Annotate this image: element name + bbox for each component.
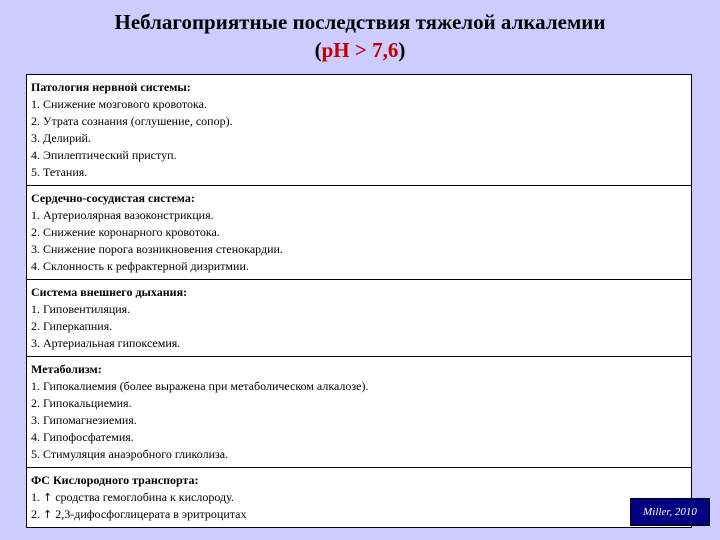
item-number: 2. xyxy=(31,507,40,521)
list-item: 2. Гиперкапния. xyxy=(31,319,113,333)
list-item: 4. Эпилептический приступ. xyxy=(31,148,177,162)
title-line-2 xyxy=(0,36,720,64)
item-number: 1. xyxy=(31,490,40,504)
citation-badge: Miller, 2010 xyxy=(630,498,710,526)
list-item: 4. Склонность к рефрактерной дизритмии. xyxy=(31,259,249,273)
section-heading: Сердечно-сосудистая система: xyxy=(31,191,195,205)
list-item xyxy=(31,506,685,523)
section-oxygen-transport xyxy=(27,468,691,527)
section-heading: Патология нервной системы: xyxy=(31,80,191,94)
list-item: 4. Гипофосфатемия. xyxy=(31,430,134,444)
arrow-up-icon: ↑ xyxy=(43,508,53,521)
title-ph-condition: pH > 7,6 xyxy=(321,38,399,62)
arrow-up-icon: ↑ xyxy=(43,491,53,504)
list-item: 5. Тетания. xyxy=(31,165,88,179)
section-nervous-system xyxy=(27,75,691,186)
section-heading: ФС Кислородного транспорта: xyxy=(31,473,199,487)
list-item: 1. Гиповентиляция. xyxy=(31,302,131,316)
section-heading: Метаболизм: xyxy=(31,362,102,376)
slide-title xyxy=(0,8,720,64)
title-paren-open: ( xyxy=(314,38,322,62)
list-item xyxy=(31,489,685,506)
list-item: 3. Делирий. xyxy=(31,131,91,145)
section-heading: Система внешнего дыхания: xyxy=(31,285,188,299)
list-item: 1. Снижение мозгового кровотока. xyxy=(31,97,207,111)
list-item: 1. Артериолярная вазоконстрикция. xyxy=(31,208,214,222)
list-item: 5. Стимуляция анаэробного гликолиза. xyxy=(31,447,229,461)
section-cardiovascular xyxy=(27,186,691,280)
list-item: 1. Гипокалиемия (более выражена при метаболическом алкалозе). xyxy=(31,379,369,393)
list-item: 3. Снижение порога возникновения стенокардии. xyxy=(31,242,283,256)
item-text: сродства гемоглобина к кислороду. xyxy=(55,490,234,504)
list-item: 2. Утрата сознания (оглушение, сопор). xyxy=(31,114,233,128)
list-item: 3. Гипомагнезиемия. xyxy=(31,413,137,427)
section-respiratory xyxy=(27,280,691,357)
list-item: 3. Артериальная гипоксемия. xyxy=(31,336,181,350)
list-item: 2. Снижение коронарного кровотока. xyxy=(31,225,220,239)
list-item: 2. Гипокальциемия. xyxy=(31,396,132,410)
item-text: 2,3-дифосфоглицерата в эритроцитах xyxy=(55,507,247,521)
section-metabolism xyxy=(27,357,691,468)
title-paren-close: ) xyxy=(398,38,406,62)
consequences-table xyxy=(26,74,692,528)
title-line-1: Неблагоприятные последствия тяжелой алкалемии xyxy=(114,10,606,34)
